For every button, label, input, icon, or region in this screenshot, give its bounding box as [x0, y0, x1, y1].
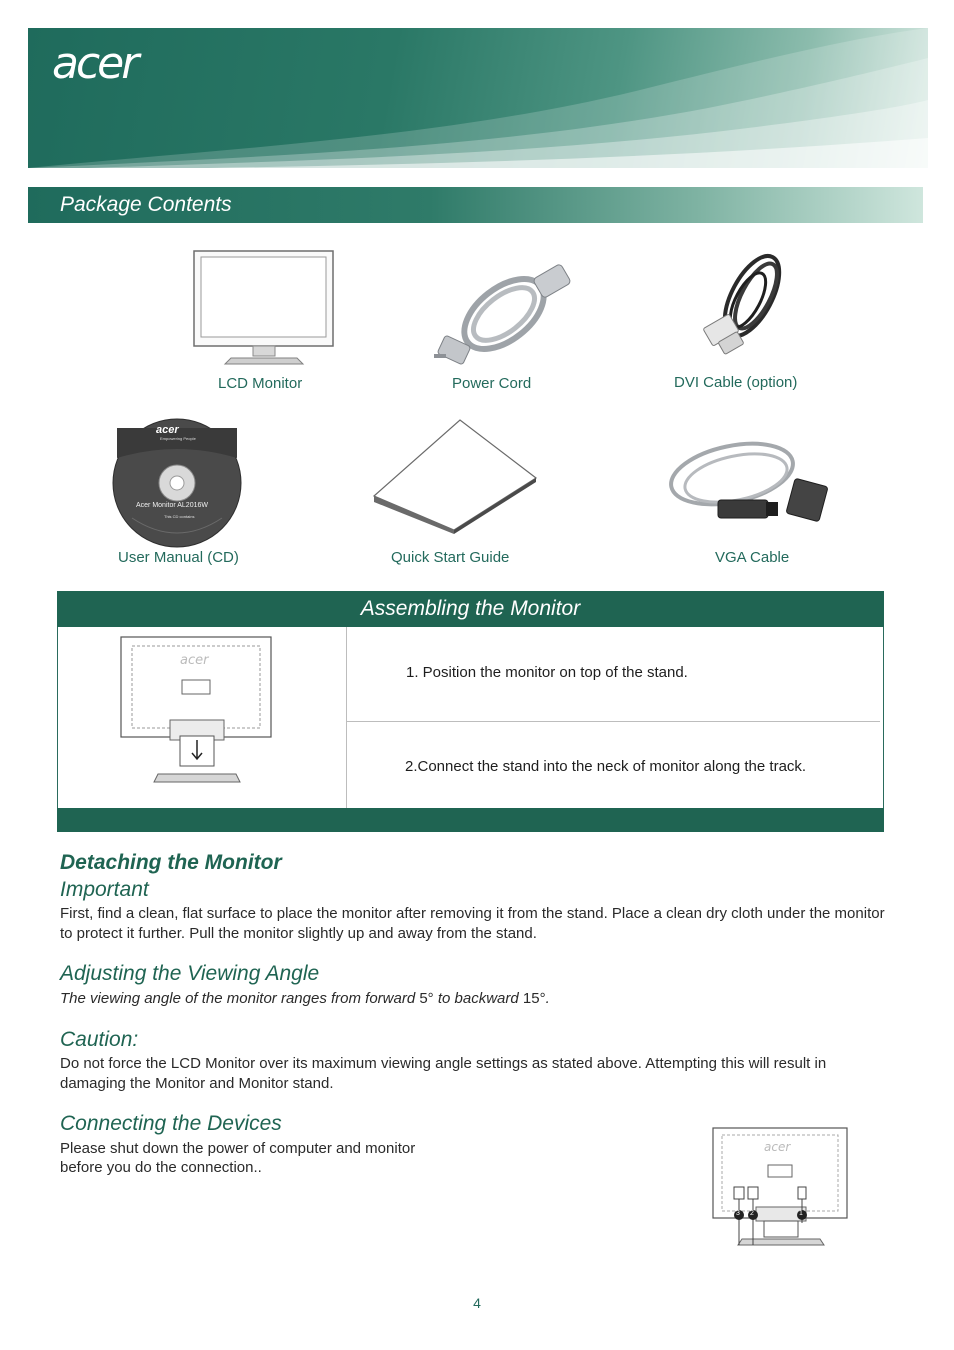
table-row-divider — [347, 721, 880, 722]
viewing-value-backward: 15° — [522, 990, 546, 1007]
vga-cable-image — [662, 424, 832, 549]
acer-logo: acer — [52, 38, 137, 89]
caution-title: Caution: — [60, 1028, 139, 1051]
assembling-title: Assembling the Monitor — [360, 597, 581, 620]
caption-quick-start-guide: Quick Start Guide — [391, 549, 510, 566]
port-label-3: 3 — [736, 1210, 740, 1217]
assembling-step-2: 2.Connect the stand into the neck of monitor along the track. — [405, 758, 807, 775]
page-number: 4 — [473, 1295, 481, 1311]
monitor-ports-image — [712, 1127, 850, 1252]
viewing-angle-text — [60, 989, 550, 1009]
cd-contains: This CD contains — [164, 514, 195, 519]
svg-text:acer: acer — [764, 1140, 791, 1154]
viewing-value-forward: 5° — [419, 990, 434, 1007]
caption-user-manual: User Manual (CD) — [118, 549, 239, 566]
caption-power-cord: Power Cord — [452, 375, 532, 392]
viewing-text-c: . — [545, 990, 550, 1007]
table-column-divider — [346, 627, 347, 808]
header-banner — [28, 28, 928, 168]
caution-text: Do not force the LCD Monitor over its maximum viewing angle settings as stated above. Attempting this will result in damaging the Monitor and Monitor stand. — [60, 1055, 827, 1092]
port-label-1: 1 — [799, 1210, 803, 1217]
caption-dvi-cable: DVI Cable (option) — [674, 374, 798, 391]
connecting-line-1: Please shut down the power of computer and monitor — [60, 1140, 416, 1157]
power-cord-image — [432, 252, 582, 375]
viewing-angle-title: Adjusting the Viewing Angle — [60, 962, 320, 985]
cd-brand: acer — [156, 424, 179, 436]
detaching-text: First, find a clean, flat surface to place the monitor after removing it from the stand. Place a clean dry cloth under the monitor to protect it further. Pull the monitor slightly up and away from the stand. — [60, 905, 885, 942]
important-subtitle: Important — [60, 878, 149, 901]
assembling-step-1: 1. Position the monitor on top of the stand. — [406, 664, 688, 681]
viewing-text-a: The viewing angle of the monitor ranges from forward — [60, 990, 420, 1007]
guide-booklet-image — [372, 418, 538, 539]
package-contents-title: Package Contents — [60, 193, 232, 216]
cd-image — [112, 418, 242, 553]
caption-lcd-monitor: LCD Monitor — [218, 375, 303, 392]
svg-text:acer: acer — [180, 653, 209, 668]
lcd-monitor-image — [193, 250, 335, 373]
viewing-text-b: to backward — [433, 990, 523, 1007]
banner-swoosh — [28, 28, 928, 168]
dvi-cable-image — [690, 240, 805, 371]
caption-vga-cable: VGA Cable — [715, 549, 790, 566]
detaching-title: Detaching the Monitor — [60, 851, 282, 874]
cd-tagline: Empowering People — [160, 436, 196, 441]
port-label-2: 2 — [750, 1210, 754, 1217]
connecting-title: Connecting the Devices — [60, 1112, 282, 1135]
cd-product: Acer Monitor AL2016W — [136, 502, 208, 509]
monitor-back-stand-image — [120, 636, 274, 793]
assembling-footer-bar — [57, 808, 884, 832]
connecting-line-2: before you do the connection.. — [60, 1159, 262, 1176]
